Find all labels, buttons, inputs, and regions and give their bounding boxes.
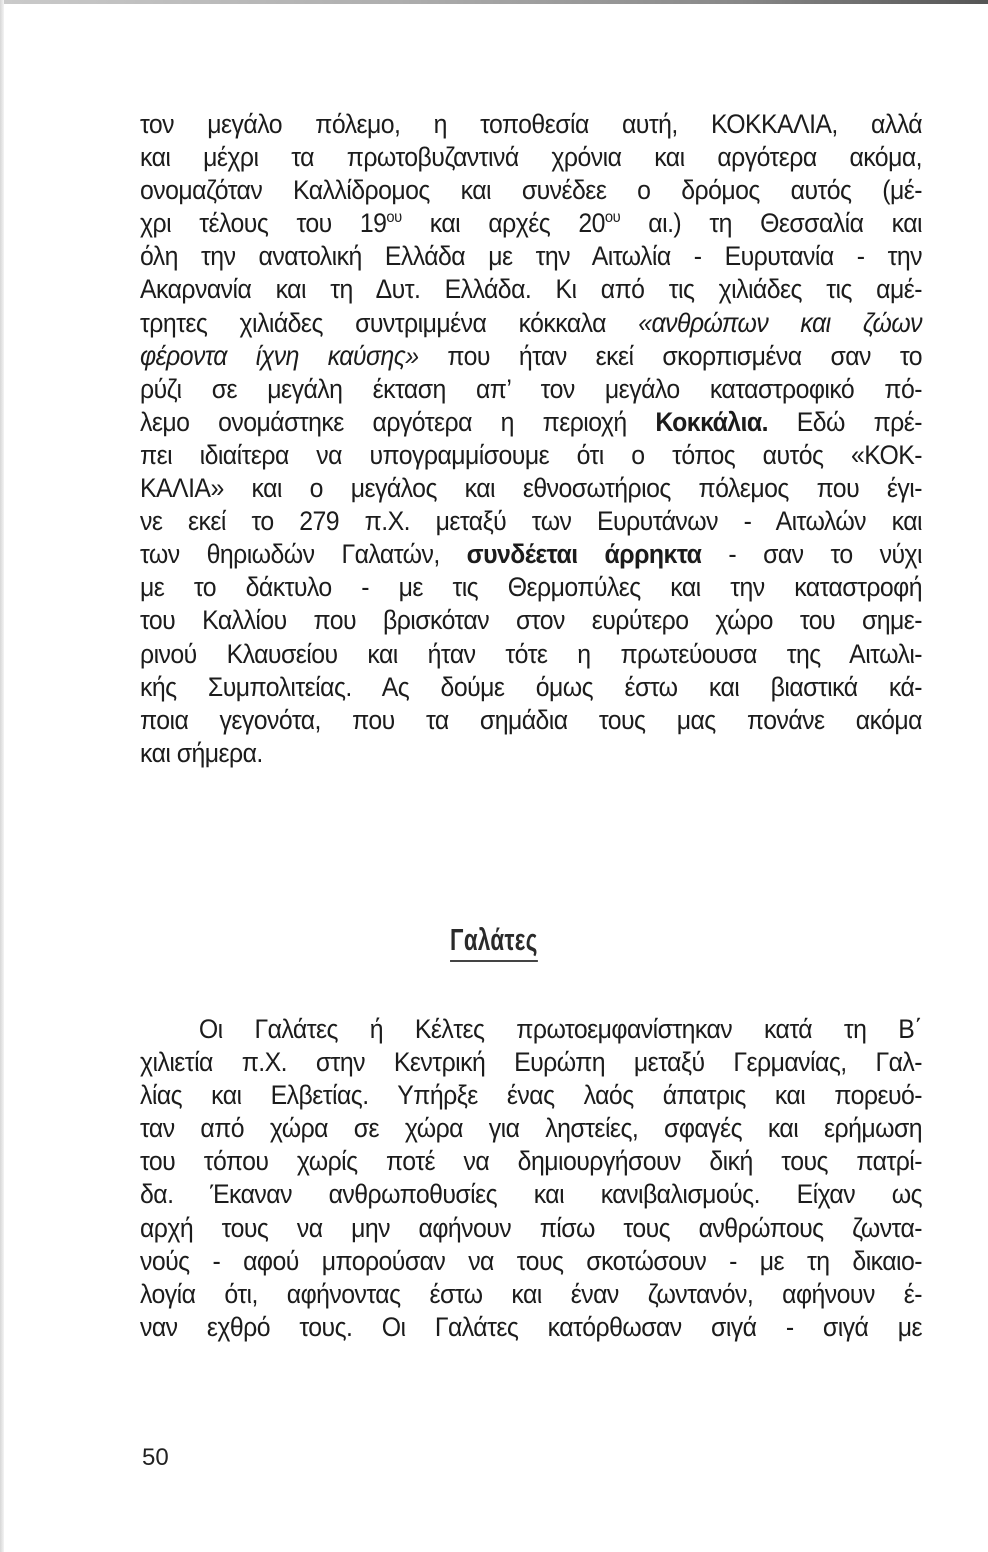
scan-shadow-left: [0, 0, 4, 1552]
text-line: ναν εχθρό τους. Οι Γαλάτες κατόρθωσαν σιγά - σιγά με: [140, 1311, 922, 1342]
text-line: και μέχρι τα πρωτοβυζαντινά χρόνια και αργότερα ακόμα,: [140, 142, 922, 173]
italic-quote: «ανθρώπων και ζώων: [638, 307, 923, 338]
superscript: ου: [386, 209, 402, 227]
text-block-1: [140, 108, 922, 770]
page-number: 50: [142, 1444, 169, 1471]
text-line: ρινού Κλαυσείου και ήταν τότε η πρωτεύουσα της Αιτωλι-: [140, 638, 922, 669]
scan-shadow-top: [0, 0, 988, 4]
text-line: λεμο ονομάστηκε αργότερα η περιοχή Κοκκάλια. Εδώ πρέ-: [140, 406, 922, 437]
section-heading: [0, 922, 988, 962]
text-line: χιλιετία π.Χ. στην Κεντρική Ευρώπη μεταξύ Γερμανίας, Γαλ-: [140, 1047, 922, 1078]
text-line: ονομαζόταν Καλλίδρομος και συνέδεε ο δρόμος αυτός (μέ-: [140, 175, 922, 206]
text-line: του Καλλίου που βρισκόταν στον ευρύτερο χώρο του σημε-: [140, 605, 922, 636]
text-line: δα. Έκαναν ανθρωποθυσίες και κανιβαλισμούς. Είχαν ως: [140, 1179, 922, 1210]
text-line: ρύζι σε μεγάλη έκταση απ’ τον μεγάλο καταστροφικό πό-: [140, 373, 922, 404]
paragraph-2: [140, 1013, 922, 1344]
text-line: των θηριωδών Γαλατών, συνδέεται άρρηκτα - σαν το νύχι: [140, 539, 923, 570]
text-line: αρχή τους να μην αφήνουν πίσω τους ανθρώπους ζωντα-: [140, 1212, 922, 1243]
text-line: νε εκεί το 279 π.Χ. μεταξύ των Ευρυτάνων - Αιτωλών και: [140, 506, 922, 537]
text-line: Ακαρνανία και τη Δυτ. Ελλάδα. Κι από τις χιλιάδες τις αμέ-: [140, 274, 922, 305]
text-line: νούς - αφού μπορούσαν να τους σκοτώσουν - με τη δικαιο-: [140, 1245, 922, 1276]
text-line: φέροντα ίχνη καύσης» που ήταν εκεί σκορπισμένα σαν το: [140, 340, 922, 371]
section-title: Γαλάτες: [450, 922, 538, 962]
text-line: χρι τέλους του $19^{o\upsilon}$ και αρχές $20^{o\upsilon}$ αι.) τη Θεσσαλία και: [140, 208, 922, 239]
text-block-2: [140, 1013, 922, 1344]
text-line: ταν από χώρα σε χώρα για ληστείες, σφαγές και ερήμωση: [140, 1113, 922, 1144]
text-line: πει ιδιαίτερα να υπογραμμίσουμε ότι ο τόπος αυτός «ΚΟΚ-: [140, 439, 922, 470]
text-line: και σήμερα.: [140, 737, 263, 768]
paragraph-1: [140, 108, 922, 770]
text-line: κής Συμπολιτείας. Ας δούμε όμως έστω και βιαστικά κά-: [140, 671, 922, 702]
text-line: τον μεγάλο πόλεμο, η τοποθεσία αυτή, ΚΟΚΚΑΛΙΑ, αλλά: [140, 109, 922, 139]
bold-term: συνδέεται άρρηκτα: [466, 539, 702, 570]
text-line: ΚΑΛΙΑ» και ο μεγάλος και εθνοσωτήριος πόλεμος που έγι-: [140, 473, 922, 504]
italic-quote: φέροντα ίχνη καύσης»: [140, 340, 419, 371]
text-line: ποια γεγονότα, που τα σημάδια τους μας πονάνε ακόμα: [140, 704, 922, 735]
superscript: ου: [604, 209, 621, 227]
text-line: του τόπου χωρίς ποτέ να δημιουργήσουν δική τους πατρί-: [140, 1146, 922, 1177]
text-line: λογία ότι, αφήνοντας έστω και έναν ζωντανόν, αφήνουν έ-: [140, 1278, 922, 1309]
text-line: όλη την ανατολική Ελλάδα με την Αιτωλία - Ευρυτανία - την: [140, 241, 922, 272]
text-line: Οι Γαλάτες ή Κέλτες πρωτοεμφανίστηκαν κατά τη Β΄: [198, 1014, 922, 1044]
text-line: τρητες χιλιάδες συντριμμένα κόκκαλα «ανθρώπων και ζώων: [140, 307, 923, 338]
bold-term: Κοκκάλια.: [655, 406, 768, 437]
text-line: με το δάκτυλο - με τις Θερμοπύλες και την καταστροφή: [140, 572, 922, 603]
text-line: λίας και Ελβετίας. Υπήρξε ένας λαός άπατρις και πορευό-: [140, 1080, 922, 1111]
